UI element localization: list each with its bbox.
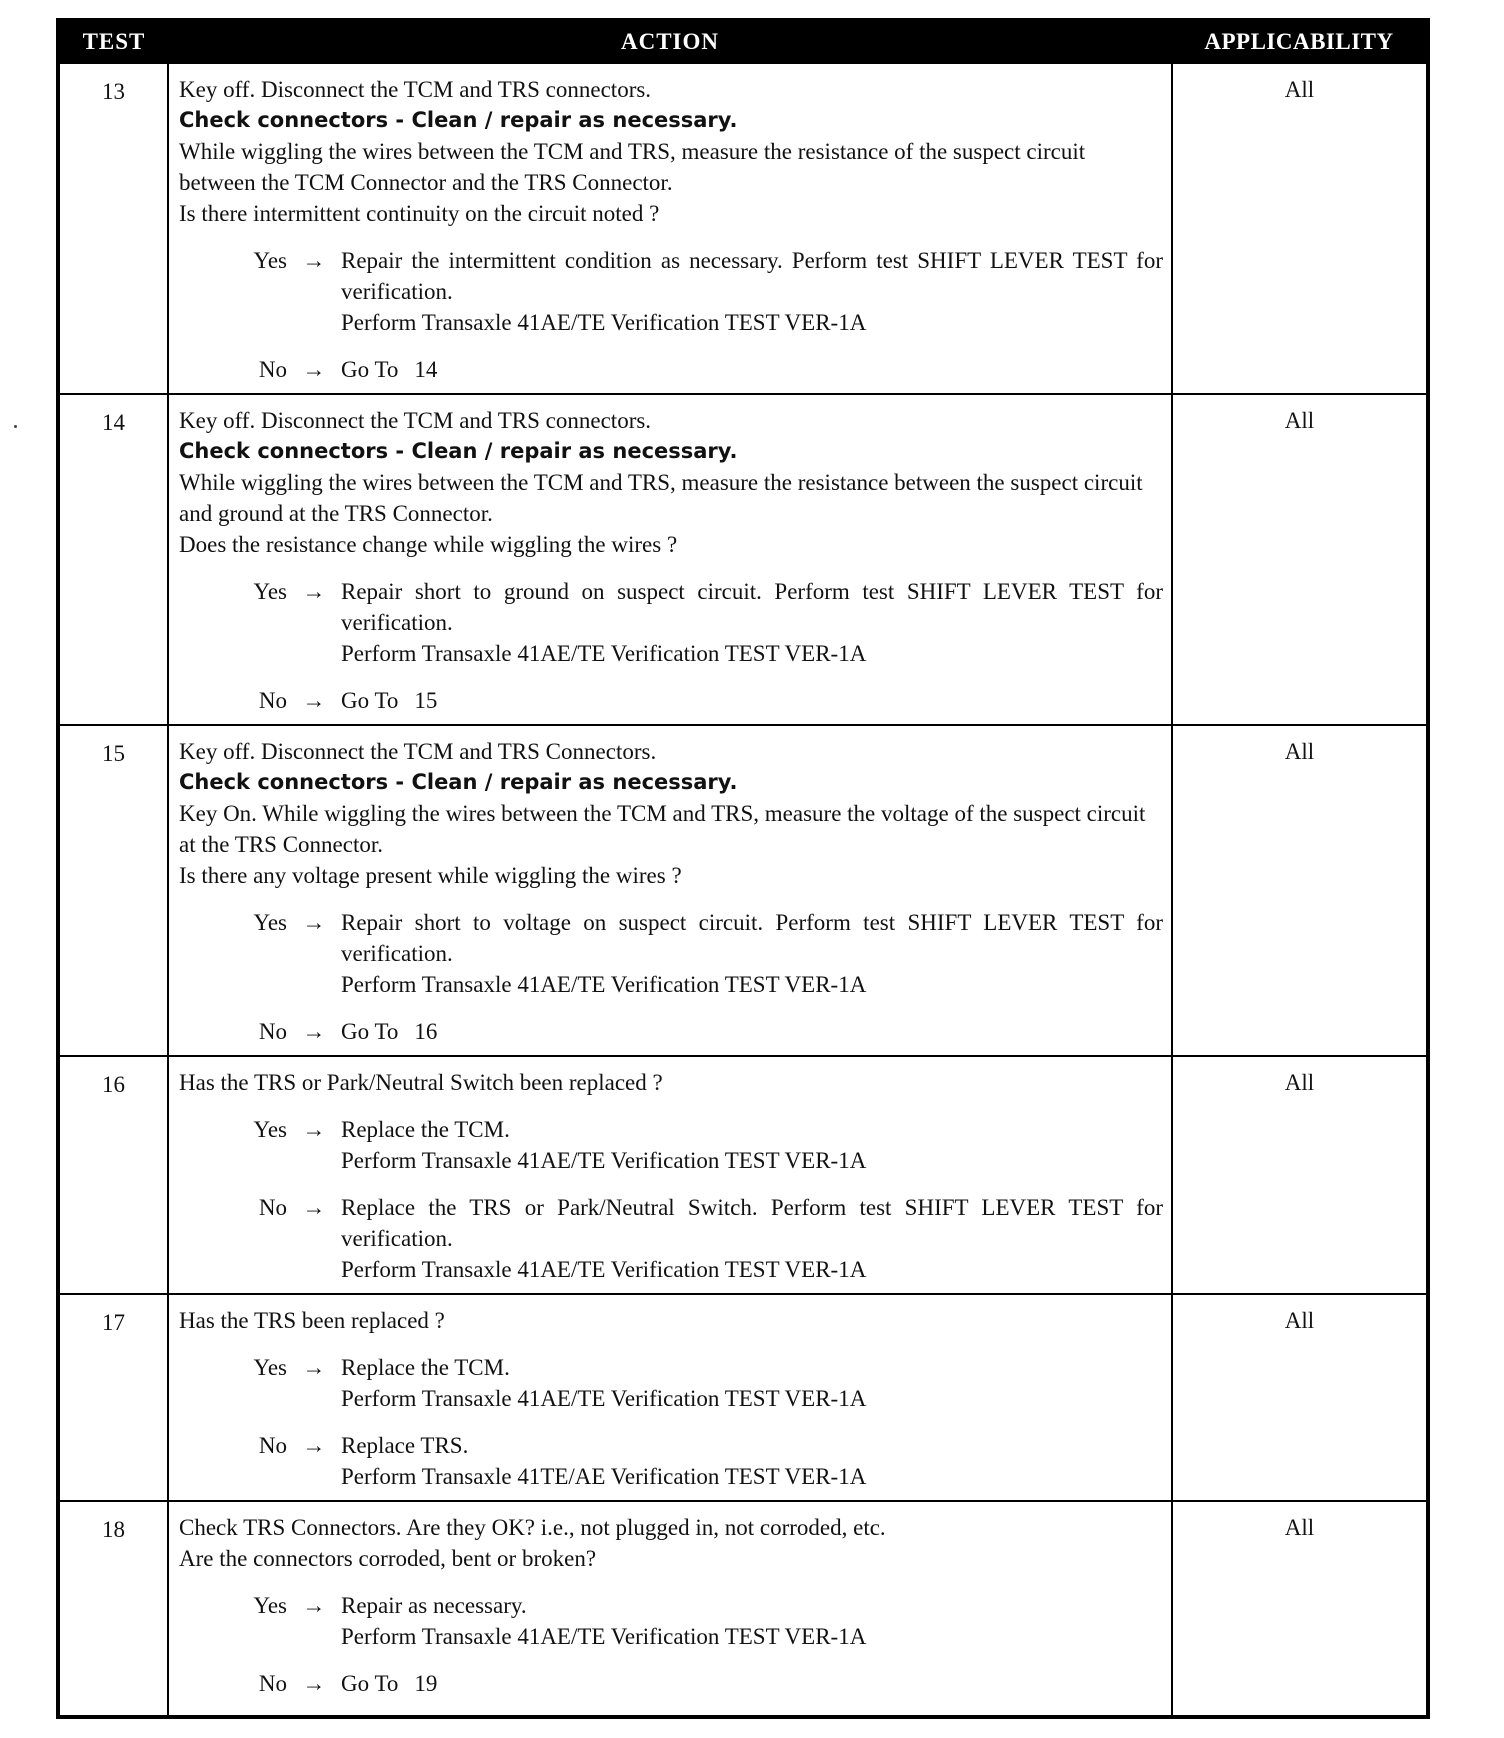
outcome-text: Replace TRS. (341, 1433, 469, 1458)
arrow-icon: → (302, 1593, 326, 1618)
outcome-text: Repair short to ground on suspect circuit. Perform test SHIFT LEVER TEST for verification. (341, 579, 1163, 635)
action-line: Has the TRS or Park/Neutral Switch been replaced ? (179, 1070, 663, 1095)
action-line: Is there intermittent continuity on the circuit noted ? (179, 201, 660, 226)
yes-outcome (179, 1114, 1163, 1176)
yes-label: Yes (253, 1355, 287, 1380)
no-outcome (179, 1016, 1163, 1047)
arrow-icon: → (302, 579, 326, 604)
scan-speck (14, 425, 17, 428)
action-line: Key off. Disconnect the TCM and TRS connectors. (179, 408, 652, 433)
no-label: No (258, 688, 287, 713)
outcome-text: Replace the TCM. (341, 1355, 510, 1380)
action-line-bold: Check connectors - Clean / repair as necessary. (179, 770, 738, 794)
applicability-cell: All (1172, 63, 1428, 394)
arrow-icon: → (302, 1433, 326, 1458)
no-label: No (258, 1019, 287, 1044)
header-applicability: APPLICABILITY (1172, 20, 1428, 63)
outcome-text: Repair the intermittent condition as necessary. Perform test SHIFT LEVER TEST for verification. (341, 248, 1163, 304)
action-cell (168, 394, 1172, 725)
outcome-text: Perform Transaxle 41AE/TE Verification TEST VER-1A (341, 1624, 867, 1649)
yes-outcome (179, 576, 1163, 669)
outcome-text: Perform Transaxle 41AE/TE Verification TEST VER-1A (341, 1386, 867, 1411)
action-line: While wiggling the wires between the TCM and TRS, measure the resistance of the suspect circuit between the TCM Connector and the TRS Connector. (179, 139, 1086, 195)
goto-target: 16 (414, 1019, 438, 1044)
table-row (58, 1056, 1428, 1294)
arrow-icon: → (302, 1019, 326, 1044)
arrow-icon: → (302, 1195, 326, 1220)
outcome-text: Replace the TCM. (341, 1117, 510, 1142)
yes-label: Yes (253, 248, 287, 273)
outcome-text: Replace the TRS or Park/Neutral Switch. Perform test SHIFT LEVER TEST for verification. (341, 1195, 1163, 1251)
yes-outcome (179, 245, 1163, 338)
arrow-icon: → (302, 910, 326, 935)
header-row (58, 20, 1428, 63)
action-cell (168, 1294, 1172, 1501)
table-row (58, 63, 1428, 394)
action-cell (168, 725, 1172, 1056)
no-outcome (179, 1430, 1163, 1492)
action-line: Key off. Disconnect the TCM and TRS connectors. (179, 77, 652, 102)
action-cell (168, 63, 1172, 394)
action-line: Does the resistance change while wiggling the wires ? (179, 532, 678, 557)
outcome-text: Perform Transaxle 41AE/TE Verification TEST VER-1A (341, 310, 867, 335)
outcome-text: Perform Transaxle 41TE/AE Verification TEST VER-1A (341, 1464, 867, 1489)
goto-text: Go To (341, 357, 399, 382)
test-number: 18 (58, 1501, 168, 1717)
goto-text: Go To (341, 688, 399, 713)
applicability-cell: All (1172, 725, 1428, 1056)
action-line: Key off. Disconnect the TCM and TRS Connectors. (179, 739, 657, 764)
outcome-text: Perform Transaxle 41AE/TE Verification TEST VER-1A (341, 1148, 867, 1173)
arrow-icon: → (302, 688, 326, 713)
action-line: Is there any voltage present while wiggling the wires ? (179, 863, 682, 888)
no-label: No (258, 1671, 287, 1696)
no-label: No (258, 1195, 287, 1220)
no-outcome (179, 1192, 1163, 1285)
action-line-bold: Check connectors - Clean / repair as necessary. (179, 108, 738, 132)
goto-target: 19 (414, 1671, 438, 1696)
applicability-cell: All (1172, 1056, 1428, 1294)
arrow-icon: → (302, 1355, 326, 1380)
arrow-icon: → (302, 357, 326, 382)
goto-text: Go To (341, 1019, 399, 1044)
action-line: While wiggling the wires between the TCM and TRS, measure the resistance between the suspect circuit and ground at the TRS Connector. (179, 470, 1143, 526)
yes-label: Yes (253, 910, 287, 935)
action-cell (168, 1501, 1172, 1717)
action-line-bold: Check connectors - Clean / repair as necessary. (179, 439, 738, 463)
table-row (58, 1294, 1428, 1501)
yes-outcome (179, 907, 1163, 1000)
action-line: Check TRS Connectors. Are they OK? i.e., not plugged in, not corroded, etc. (179, 1515, 886, 1540)
action-line: Key On. While wiggling the wires between the TCM and TRS, measure the voltage of the suspect circuit at the TRS Connector. (179, 801, 1146, 857)
no-outcome (179, 354, 1163, 385)
arrow-icon: → (302, 1671, 326, 1696)
test-number: 15 (58, 725, 168, 1056)
no-outcome (179, 685, 1163, 716)
outcome-text: Perform Transaxle 41AE/TE Verification TEST VER-1A (341, 641, 867, 666)
table-row (58, 1501, 1428, 1717)
no-label: No (258, 1433, 287, 1458)
yes-label: Yes (253, 1593, 287, 1618)
test-number: 17 (58, 1294, 168, 1501)
test-number: 16 (58, 1056, 168, 1294)
applicability-cell: All (1172, 394, 1428, 725)
no-outcome (179, 1668, 1163, 1699)
action-line: Has the TRS been replaced ? (179, 1308, 445, 1333)
goto-target: 15 (414, 688, 438, 713)
arrow-icon: → (302, 1117, 326, 1142)
action-line: Are the connectors corroded, bent or broken? (179, 1546, 597, 1571)
table-row (58, 725, 1428, 1056)
test-number: 14 (58, 394, 168, 725)
yes-outcome (179, 1590, 1163, 1652)
applicability-cell: All (1172, 1501, 1428, 1717)
test-number: 13 (58, 63, 168, 394)
goto-text: Go To (341, 1671, 399, 1696)
header-test: TEST (58, 20, 168, 63)
yes-label: Yes (253, 1117, 287, 1142)
goto-target: 14 (414, 357, 438, 382)
outcome-text: Repair short to voltage on suspect circuit. Perform test SHIFT LEVER TEST for verification. (341, 910, 1163, 966)
outcome-text: Repair as necessary. (341, 1593, 527, 1618)
outcome-text: Perform Transaxle 41AE/TE Verification TEST VER-1A (341, 972, 867, 997)
outcome-text: Perform Transaxle 41AE/TE Verification TEST VER-1A (341, 1257, 867, 1282)
table-row (58, 394, 1428, 725)
yes-outcome (179, 1352, 1163, 1414)
header-action: ACTION (168, 20, 1172, 63)
diagnostic-table (56, 18, 1430, 1719)
yes-label: Yes (253, 579, 287, 604)
arrow-icon: → (302, 248, 326, 273)
no-label: No (258, 357, 287, 382)
applicability-cell: All (1172, 1294, 1428, 1501)
action-cell (168, 1056, 1172, 1294)
